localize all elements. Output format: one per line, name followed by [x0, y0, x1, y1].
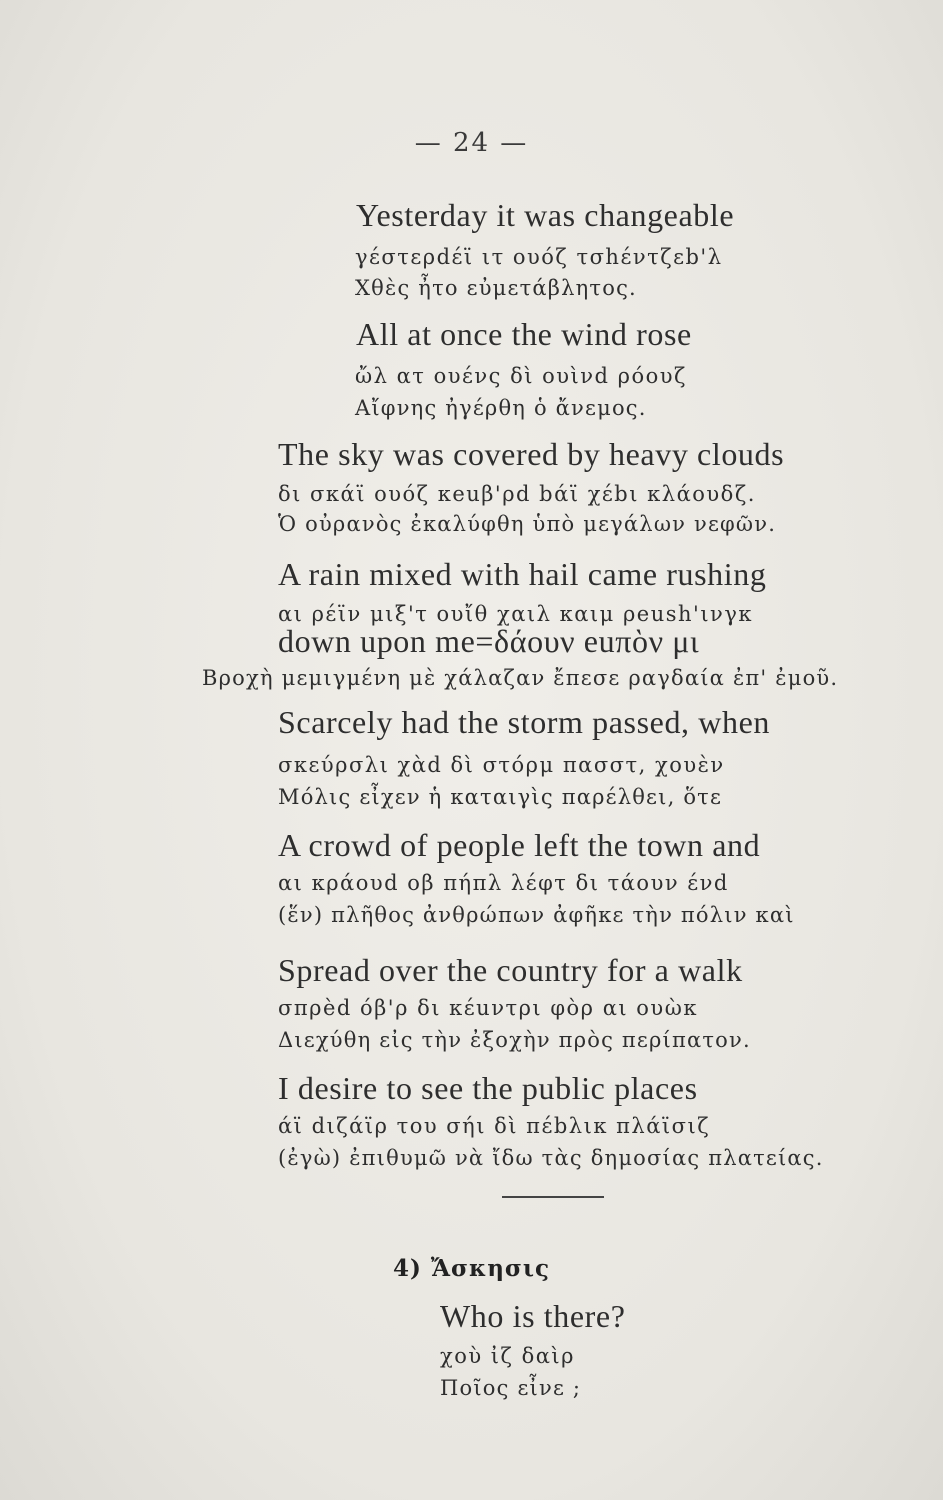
english-line: All at once the wind rose [356, 316, 692, 352]
exercise-heading: 4) Ἄσκησις [392, 1255, 551, 1282]
exercise-greek-line: Ποῖος εἶνε ; [440, 1376, 582, 1400]
transliteration-line: γέστερdέϊ ιτ ουόζ τσhέντζεb'λ [355, 245, 723, 269]
english-line: Spread over the country for a walk [278, 952, 743, 988]
greek-line: Χθὲς ἦτο εὐμετάβλητος. [355, 276, 637, 300]
english-line: Yesterday it was changeable [356, 197, 735, 233]
english-line: A rain mixed with hail came rushing [278, 556, 767, 592]
section-divider [502, 1196, 604, 1198]
transliteration-line: δι σκάϊ ουόζ κeuβ'ρd bάϊ χέbι κλάουδζ. [278, 482, 756, 506]
greek-line: (ἐγὼ) ἐπιθυμῶ νὰ ἴδω τὰς δημοσίας πλατείας. [278, 1146, 824, 1170]
greek-line: Αἴφνης ἠγέρθη ὁ ἄνεμος. [355, 396, 647, 420]
english-line-continued: down upon me=δάουν euπὸν μι [278, 623, 700, 659]
exercise-english-line: Who is there? [440, 1298, 626, 1334]
english-line: Scarcely had the storm passed, when [278, 704, 770, 740]
transliteration-line: σκεύρσλι χὰd δὶ στόρμ πασστ, χουὲν [278, 753, 725, 777]
transliteration-line: αι ρέϊν μιξ'τ ουἴθ χαιλ καιμ ρeush'ινγκ [278, 602, 754, 626]
greek-line: Διεχύθη εἰς τὴν ἐξοχὴν πρὸς περίπατον. [278, 1028, 751, 1052]
exercise-transliteration-line: χοὺ ἰζ δαὶρ [440, 1344, 576, 1368]
transliteration-line: σπρèd όβ'ρ δι κέuντρι φὸρ αι ουὼκ [278, 996, 698, 1020]
greek-line: Μόλις εἶχεν ἡ καταιγὶς παρέλθει, ὅτε [278, 785, 723, 809]
transliteration-line: άϊ dιζάϊρ του σήι δὶ πέbλικ πλάϊσιζ [278, 1114, 711, 1138]
transliteration-line: ὤλ ατ ουένς δὶ ουὶνd ρόουζ [355, 364, 687, 388]
english-line: The sky was covered by heavy clouds [278, 436, 785, 472]
page-number: — 24 — [414, 128, 529, 158]
english-line: I desire to see the public places [278, 1070, 698, 1106]
greek-line: (ἕν) πλῆθος ἀνθρώπων ἀφῆκε τὴν πόλιν καὶ [278, 903, 795, 927]
greek-line: Βροχὴ μεμιγμένη μὲ χάλαζαν ἔπεσε ραγδαία ἐπ' ἐμοῦ. [202, 666, 839, 690]
greek-line: Ὁ οὐρανὸς ἐκαλύφθη ὑπὸ μεγάλων νεφῶν. [278, 512, 777, 536]
transliteration-line: αι κράουd οβ πήπλ λέφτ δι τάουν ένd [278, 871, 729, 895]
english-line: A crowd of people left the town and [278, 827, 761, 863]
